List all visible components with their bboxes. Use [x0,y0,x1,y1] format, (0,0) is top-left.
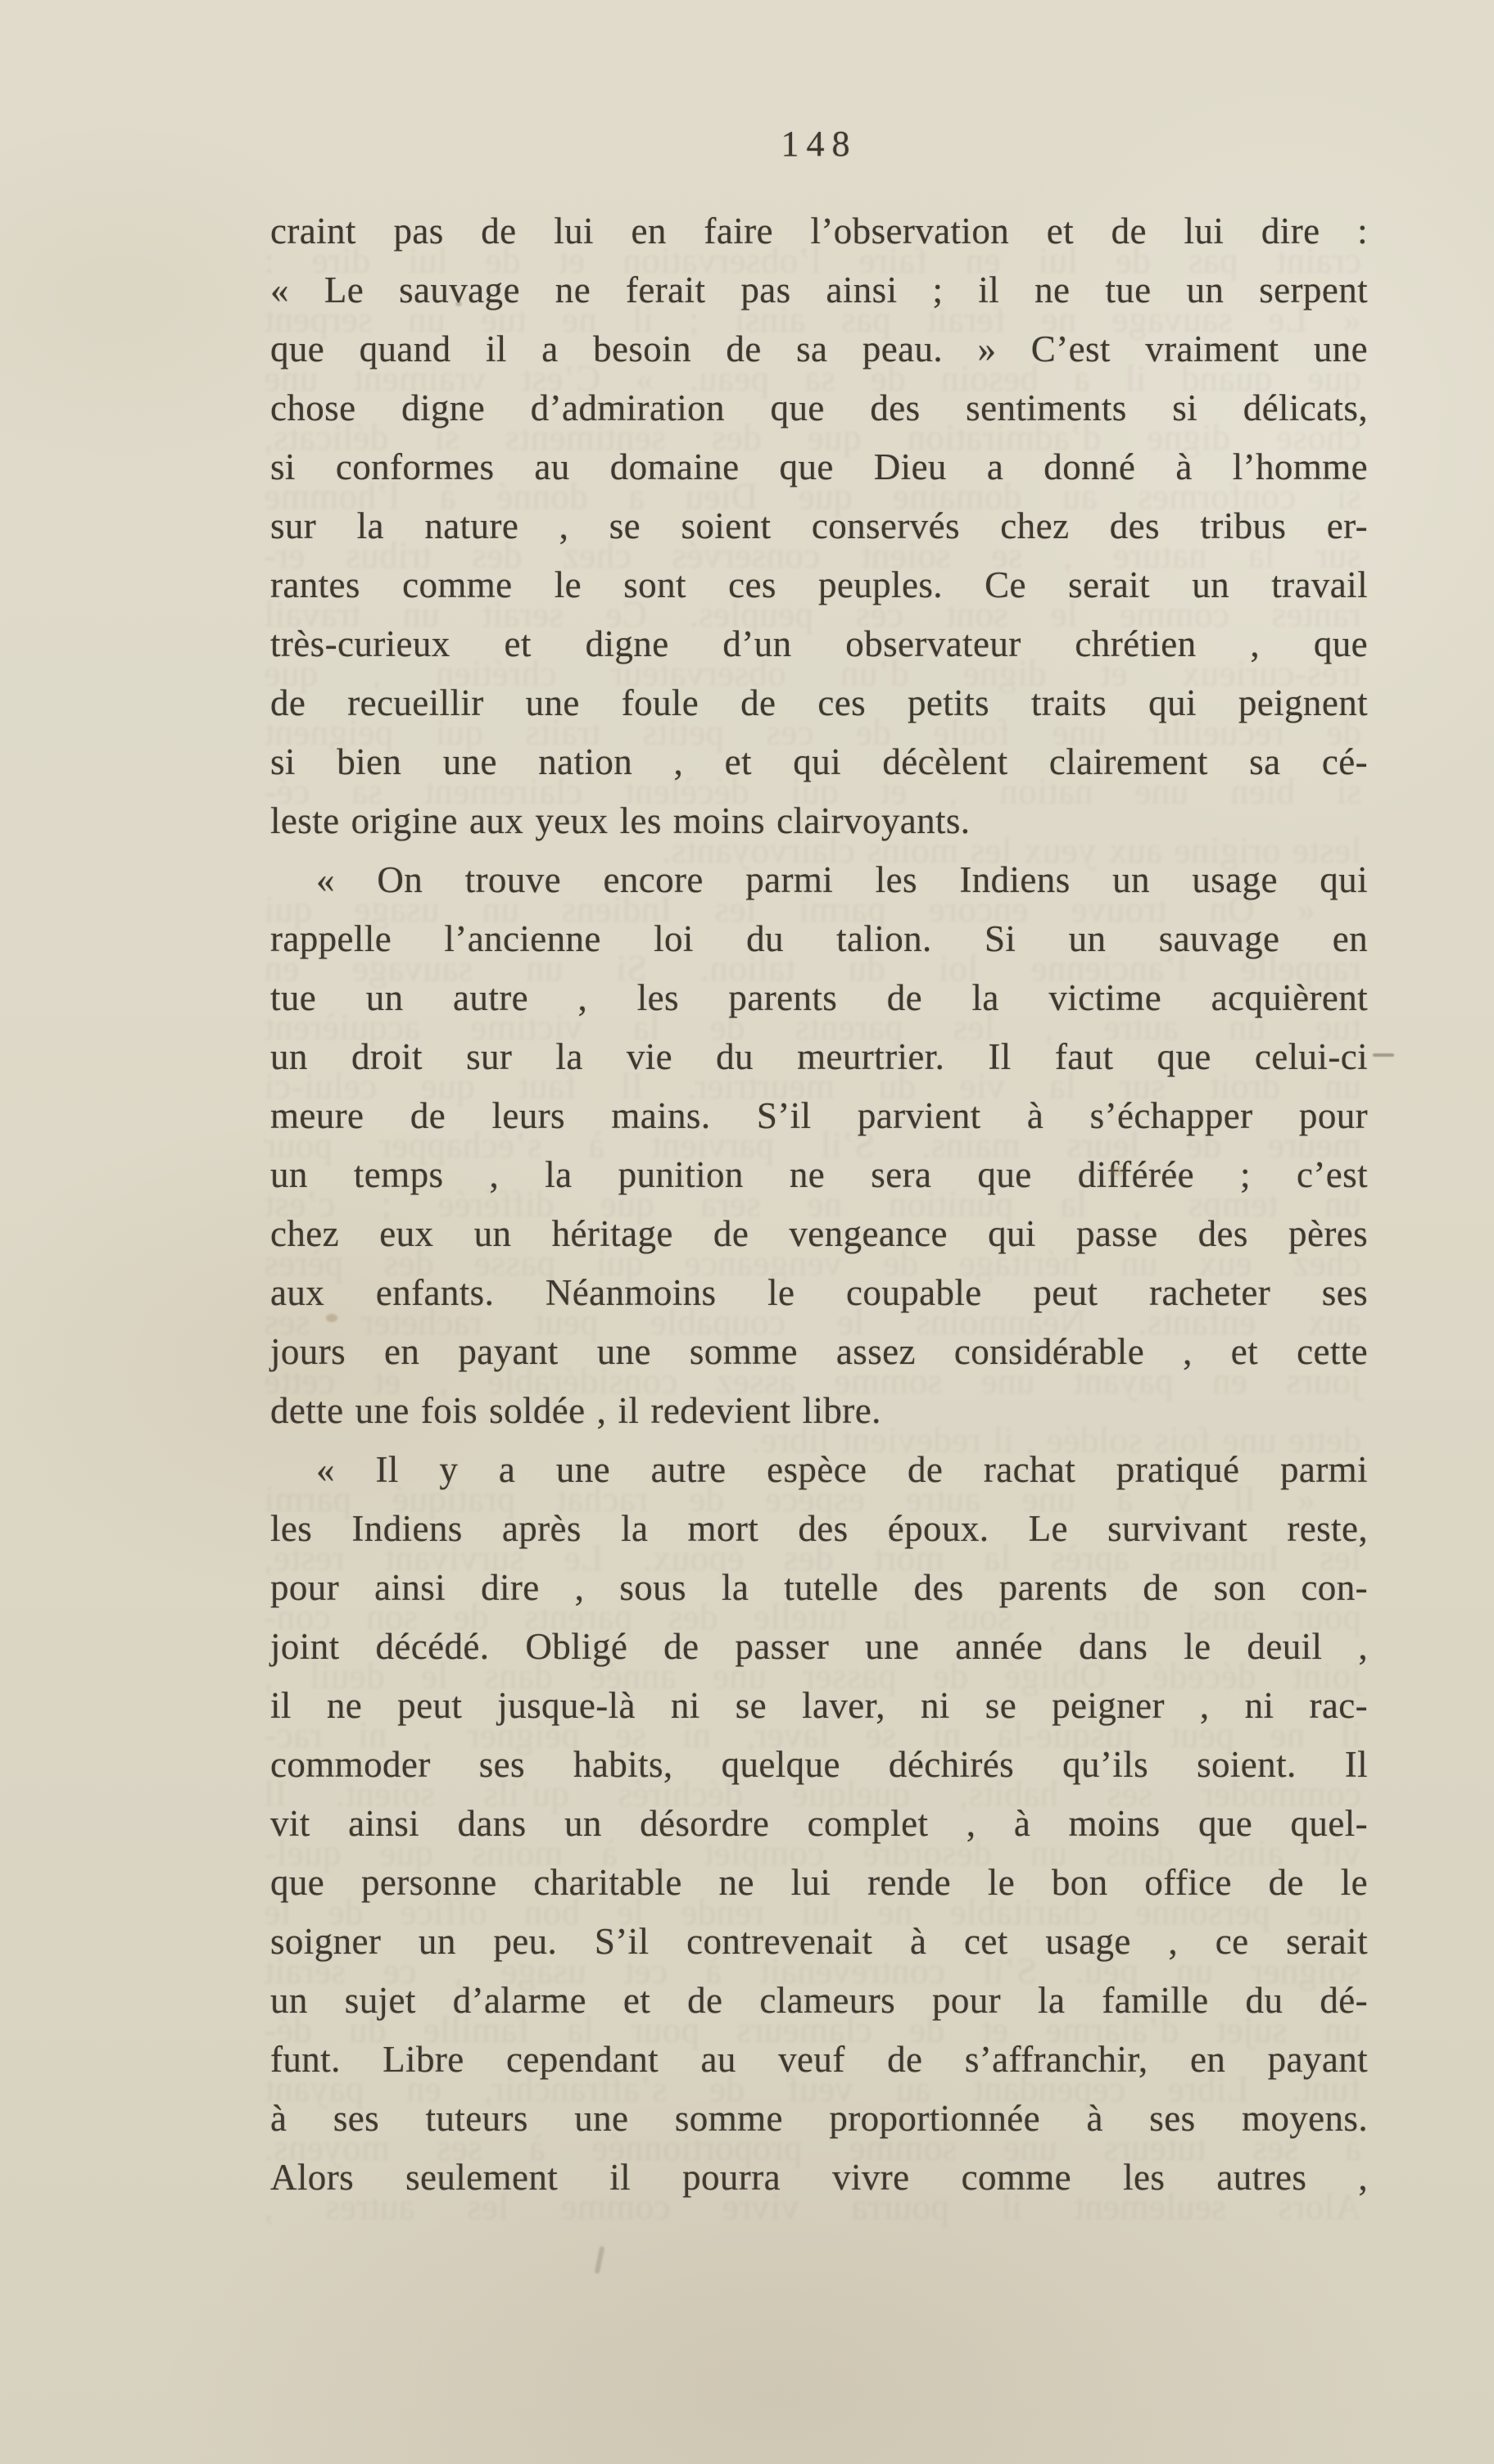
text-line: un sujet d’alarme et de clameurs pour la famille du dé- [270,1980,1368,2021]
ghost-text-line: soigner un peu. S’il contrevenait à cet usage , ce serait [264,1950,1361,1991]
ghost-text-line: un sujet d’alarme et de clameurs pour la famille du dé- [264,2009,1361,2050]
text-line: leste origine aux yeux les moins clairvoyants. [270,800,971,841]
paper-stain [595,2246,605,2275]
ghost-text-line: rappelle l’ancienne loi du talion. Si un sauvage en [264,948,1361,989]
ghost-text-line: funt. Libre cependant au veuf de s’affranchir, en payant [264,2068,1361,2109]
ghost-text-line: que quand il a besoin de sa peau. » C’est vraiment une [264,358,1361,399]
ghost-text-line: que personne charitable ne lui rende le bon office de le [264,1891,1361,1932]
text-line: vit ainsi dans un désordre complet , à moins que quel- [270,1803,1368,1844]
text-line: « Il y a une autre espèce de rachat pratiqué parmi [316,1449,1368,1490]
text-line: joint décédé. Obligé de passer une année dans le deuil , [270,1626,1368,1667]
ghost-text-line: jours en payant une somme assez considérable , et cette [264,1361,1361,1402]
text-line: meure de leurs mains. S’il parvient à s’échapper pour [270,1095,1368,1136]
text-line: il ne peut jusque-là ni se laver, ni se peigner , ni rac- [270,1685,1368,1726]
ghost-text-line: « Il y a une autre espèce de rachat pratiqué parmi [264,1479,1315,1520]
text-line: à ses tuteurs une somme proportionnée à ses moyens. [270,2098,1368,2139]
ghost-text-line: dette une fois soldée , il redevient libre. [750,1420,1361,1461]
text-line: Alors seulement il pourra vivre comme les autres , [270,2157,1368,2198]
ghost-text-line: vit ainsi dans un désordre complet , à moins que quel- [264,1832,1361,1873]
ghost-text-line: « On trouve encore parmi les Indiens un usage qui [264,889,1315,930]
ghost-text-line: « Le sauvage ne ferait pas ainsi ; il ne tue un serpent [264,299,1361,340]
page-text-block [270,202,1368,2207]
ghost-text-line: craint pas de lui en faire l’observation et de lui dire : [264,240,1361,281]
text-line: « On trouve encore parmi les Indiens un usage qui [316,859,1368,900]
text-line: un temps , la punition ne sera que différée ; c’est [270,1154,1368,1195]
ghost-text-line: sur la nature , se soient conservés chez des tribus er- [264,535,1361,576]
text-line: que personne charitable ne lui rende le bon office de le [270,1862,1368,1903]
text-line: craint pas de lui en faire l’observation et de lui dire : [270,211,1368,251]
ghost-text-line: les Indiens après la mort des époux. Le survivant reste, [264,1538,1361,1578]
text-line: tue un autre , les parents de la victime acquièrent [270,977,1368,1018]
text-line: un droit sur la vie du meurtrier. Il faut que celui-ci [270,1036,1368,1077]
text-line: « Le sauvage ne ferait pas ainsi ; il ne tue un serpent [270,270,1368,310]
text-line: très-curieux et digne d’un observateur chrétien , que [270,623,1368,664]
ghost-text-line: rantes comme le sont ces peuples. Ce serait un travail [264,594,1361,635]
text-line: si conformes au domaine que Dieu a donné à l’homme [270,446,1368,487]
text-line: commoder ses habits, quelque déchirés qu’ils soient. Il [270,1744,1368,1785]
ink-dash-artifact [1373,1053,1394,1057]
text-line: aux enfants. Néanmoins le coupable peut racheter ses [270,1272,1368,1313]
ghost-text-line: si conformes au domaine que Dieu a donné à l’homme [264,476,1361,517]
text-line: dette une fois soldée , il redevient libre. [270,1390,881,1431]
ghost-text-line: tue un autre , les parents de la victime acquièrent [264,1007,1361,1048]
text-line: de recueillir une foule de ces petits traits qui peignent [270,682,1368,723]
ghost-text-line: chez eux un héritage de vengeance qui passe des pères [264,1243,1361,1284]
text-line: funt. Libre cependant au veuf de s’affranchir, en payant [270,2039,1368,2080]
ghost-text-line: leste origine aux yeux les moins clairvoyants. [661,830,1361,871]
ghost-text-line: si bien une nation , et qui décèlent clairement sa cé- [264,771,1361,812]
ghost-text-line: un droit sur la vie du meurtrier. Il faut que celui-ci [264,1066,1361,1107]
text-line: si bien une nation , et qui décèlent clairement sa cé- [270,741,1368,782]
ghost-text-line: pour ainsi dire , sous la tutelle des parents de son con- [264,1597,1361,1637]
text-line: soigner un peu. S’il contrevenait à cet usage , ce serait [270,1921,1368,1962]
text-line: jours en payant une somme assez considérable , et cette [270,1331,1368,1372]
page-number: 148 [781,124,858,164]
ghost-text-line: chose digne d’admiration que des sentiments si délicats, [264,417,1361,458]
ghost-text-line: meure de leurs mains. S’il parvient à s’échapper pour [264,1125,1361,1166]
text-line: pour ainsi dire , sous la tutelle des parents de son con- [270,1567,1368,1608]
ghost-text-line: joint décédé. Obligé de passer une année dans le deuil , [264,1656,1361,1696]
ghost-text-line: Alors seulement il pourra vivre comme les autres , [264,2186,1361,2227]
ghost-text-line: commoder ses habits, quelque déchirés qu’ils soient. Il [264,1773,1361,1814]
text-line: rappelle l’ancienne loi du talion. Si un sauvage en [270,918,1368,959]
text-line: sur la nature , se soient conservés chez des tribus er- [270,505,1368,546]
ghost-text-line: très-curieux et digne d’un observateur chrétien , que [264,653,1361,694]
ghost-text-line: à ses tuteurs une somme proportionnée à ses moyens. [264,2127,1361,2168]
text-line: rantes comme le sont ces peuples. Ce serait un travail [270,564,1368,605]
ghost-text-line: aux enfants. Néanmoins le coupable peut racheter ses [264,1302,1361,1343]
text-line: les Indiens après la mort des époux. Le survivant reste, [270,1508,1368,1549]
text-line: que quand il a besoin de sa peau. » C’est vraiment une [270,328,1368,369]
ghost-text-line: il ne peut jusque-là ni se laver, ni se peigner , ni rac- [264,1714,1361,1755]
ghost-text-line: un temps , la punition ne sera que différée ; c’est [264,1184,1361,1225]
text-line: chez eux un héritage de vengeance qui passe des pères [270,1213,1368,1254]
ghost-text-line: de recueillir une foule de ces petits traits qui peignent [264,712,1361,753]
text-line: chose digne d’admiration que des sentiments si délicats, [270,387,1368,428]
